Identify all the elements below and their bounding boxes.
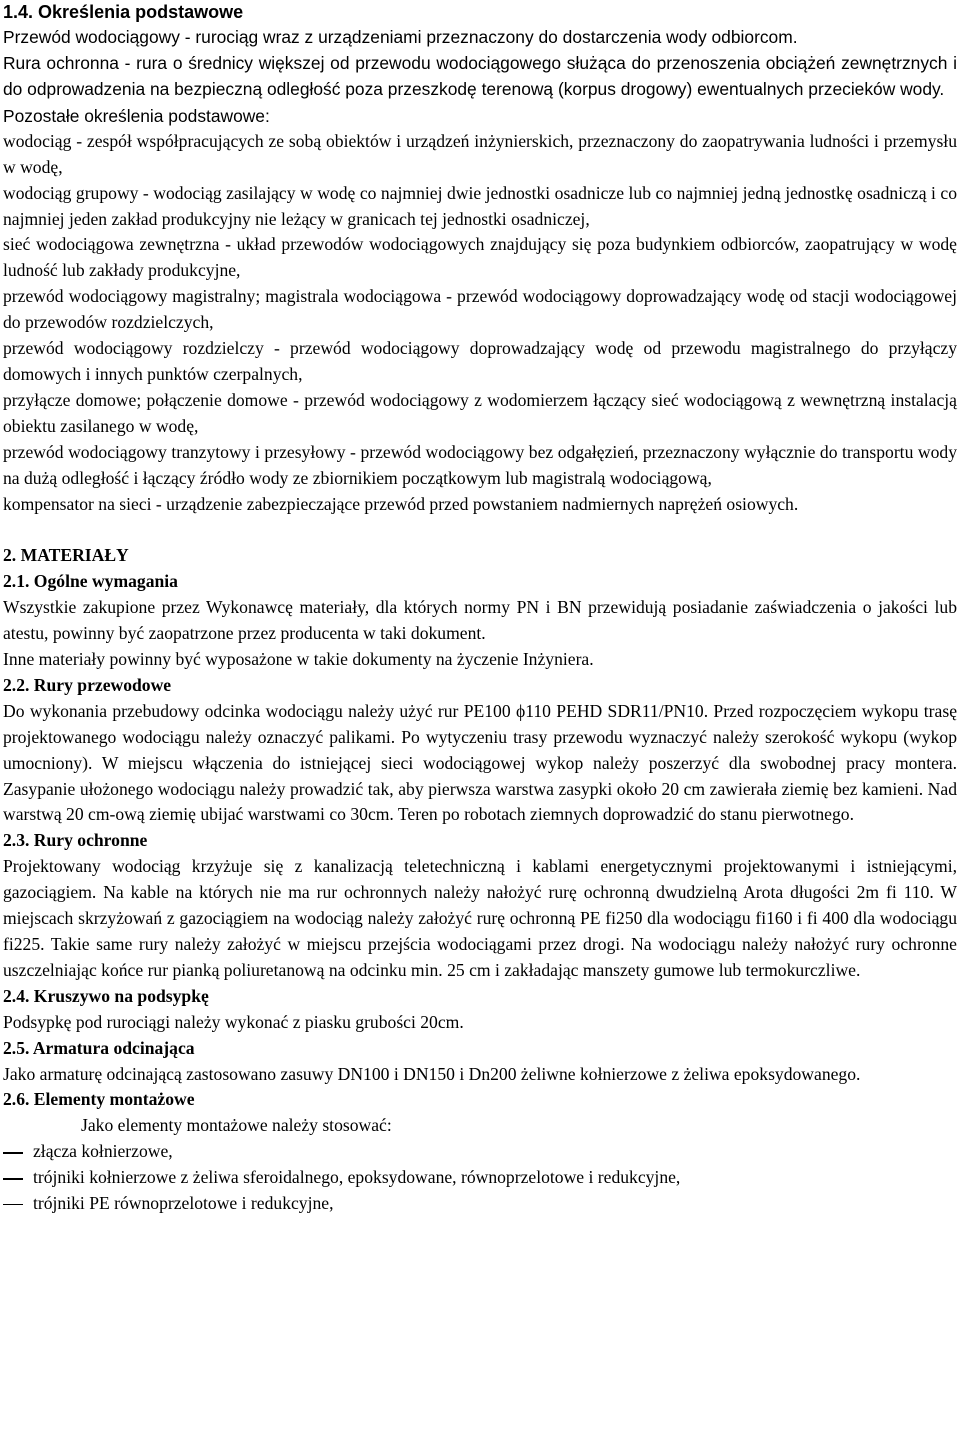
section-2-heading: 2. MATERIAŁY: [3, 545, 129, 566]
section-number: 2.4.: [3, 985, 30, 1006]
mounting-elements-list: [3, 1139, 957, 1217]
section-number: 2.1.: [3, 571, 30, 592]
definition-item: wodociąg - zespół współpracujących ze sobą obiektów i urządzeń inżynierskich, przeznaczony do zaopatrywania ludności i przemysłu w wodę,: [3, 130, 957, 177]
section-2-3-paragraph-1: Projektowany wodociąg krzyżuje się z kanalizacją teletechniczną i kablami energetycznymi projektowanymi i istniejącymi, gazociągiem. Na kable na których nie ma rur ochronnych należy nałożyć rurę ochronną dwudzielną Arota długości 2m fi 110. W miejscach skrzyżowań z gazociągiem na wodociąg należy założyć rurę ochronną PE fi250 dla wodociągu fi160 i fi 400 dla wodociągu fi225. Takie same rury należy założyć w miejscu przejścia wodociągami przez drogi. Na wodociągu należy nałożyć rury ochronne uszczelniając końce rur pianką poliuretanową na odcinku min. 25 cm i zakładając manszety gumowe lub termokurczliwe.: [3, 856, 957, 980]
section-title: Kruszywo na podsypkę: [33, 985, 209, 1006]
section-2-6-intro: Jako elementy montażowe należy stosować:: [81, 1115, 392, 1136]
section-2-6-heading: [3, 1087, 957, 1113]
section-2-2-paragraph-1: Do wykonania przebudowy odcinka wodociągu należy użyć rur PE100 ϕ110 PEHD SDR11/PN10. Przed rozpoczęciem wykopu trasę projektowanego wodociągu należy oznaczyć palikami. Po wytyczeniu trasy przewodu wyznaczyć należy szerokość wykopu (wykop umocniony). W miejscu włączenia do istniejącej sieci wodociągowej wykop należy poszerzyć dla swobodnej pracy montera. Zasypanie ułożonego wodociągu należy prowadzić tak, aby pierwsza warstwa zasypki około 20 cm zawierała ziemię bez kamieni. Nad warstwą 20 cm-ową ziemię ubijać warstwami co 30cm. Teren po robotach ziemnych doprowadzić do stanu pierwotnego.: [3, 700, 957, 825]
list-item: [3, 1139, 957, 1165]
section-2-5-paragraph-1: Jako armaturę odcinającą zastosowano zasuwy DN100 i DN150 i Dn200 żeliwne kołnierzowe z żeliwa epoksydowanego.: [3, 1063, 861, 1084]
section-number: 2.5.: [3, 1037, 30, 1058]
section-number: 2.3.: [3, 830, 30, 851]
section-2-4-paragraph-1: Podsypkę pod rurociągi należy wykonać z piasku grubości 20cm.: [3, 1011, 464, 1032]
section-1-4-paragraph-3: Pozostałe określenia podstawowe:: [3, 105, 270, 126]
section-1-4-heading: 1.4. Określenia podstawowe: [3, 2, 244, 22]
section-1-4-paragraph-1: Przewód wodociągowy - rurociąg wraz z urządzeniami przeznaczony do dostarczenia wody odbiorcom.: [3, 27, 798, 47]
definition-item: przewód wodociągowy tranzytowy i przesyłowy - przewód wodociągowy bez odgałęzień, przeznaczony wyłącznie do transportu wody na dużą odległość i łączący źródło wody ze zbiornikiem początkowym lub magistralą wodociągową,: [3, 441, 957, 488]
section-2-1-paragraph-1: Wszystkie zakupione przez Wykonawcę materiały, dla których normy PN i BN przewidują posiadanie zaświadczenia o jakości lub atestu, powinny być zaopatrzone przez producenta w taki dokument.: [3, 597, 957, 644]
section-1-4-paragraph-2: Rura ochronna - rura o średnicy większej od przewodu wodociągowego służąca do przenoszenia obciążeń zewnętrznych i do odprowadzenia na bezpieczną odległość poza przeszkodę terenową (korpus drogowy) ewentualnych przecieków wody.: [3, 53, 957, 100]
section-number: 2.2.: [3, 674, 30, 695]
definition-item: przewód wodociągowy magistralny; magistrala wodociągowa - przewód wodociągowy doprowadzający wodę od stacji wodociągowej do przewodów rozdzielczych,: [3, 286, 957, 333]
definitions-list: [3, 129, 957, 518]
definition-item: kompensator na sieci - urządzenie zabezpieczające przewód przed powstaniem nadmiernych naprężeń osiowych.: [3, 493, 799, 514]
definition-item: przyłącze domowe; połączenie domowe - przewód wodociągowy z wodomierzem łączący sieć wodociągową z wewnętrzną instalacją obiektu zasilanego w wodę,: [3, 389, 957, 436]
section-title: Rury przewodowe: [33, 674, 172, 695]
section-2-1-paragraph-2: Inne materiały powinny być wyposażone w takie dokumenty na życzenie Inżyniera.: [3, 649, 594, 670]
list-item-text: trójniki kołnierzowe z żeliwa sferoidalnego, epoksydowane, równoprzelotowe i redukcyjne,: [33, 1167, 681, 1188]
definition-item: przewód wodociągowy rozdzielczy - przewód wodociągowy doprowadzający wodę od przewodu magistralnego do przyłączy domowych i innych punktów czerpalnych,: [3, 338, 957, 384]
section-title: Elementy montażowe: [33, 1089, 195, 1110]
list-item-text: złącza kołnierzowe,: [33, 1141, 173, 1162]
section-2-3-heading: [3, 828, 957, 854]
definition-item: sieć wodociągowa zewnętrzna - układ przewodów wodociągowych znajdujący się poza budynkiem odbiorców, zaopatrujący w wodę ludność lub zakłady produkcyjne,: [3, 234, 957, 281]
section-number: 2.6.: [3, 1089, 30, 1110]
spacer: [3, 517, 957, 543]
section-2-5-heading: [3, 1036, 957, 1062]
list-item: [3, 1165, 957, 1191]
section-title: Armatura odcinająca: [32, 1037, 195, 1058]
section-2-1-heading: [3, 569, 957, 595]
section-title: Ogólne wymagania: [33, 571, 178, 592]
section-title: Rury ochronne: [33, 830, 148, 851]
section-2-2-heading: [3, 673, 957, 699]
list-item-text: trójniki PE równoprzelotowe i redukcyjne,: [33, 1193, 334, 1214]
definition-item: wodociąg grupowy - wodociąg zasilający w wodę co najmniej dwie jednostki osadnicze lub co najmniej jedną jednostkę osadniczą i co najmniej jeden zakład produkcyjny nie leżący w granicach tej jednostki osadniczej,: [3, 182, 957, 229]
section-2-4-heading: [3, 984, 957, 1010]
list-item: [3, 1191, 957, 1217]
